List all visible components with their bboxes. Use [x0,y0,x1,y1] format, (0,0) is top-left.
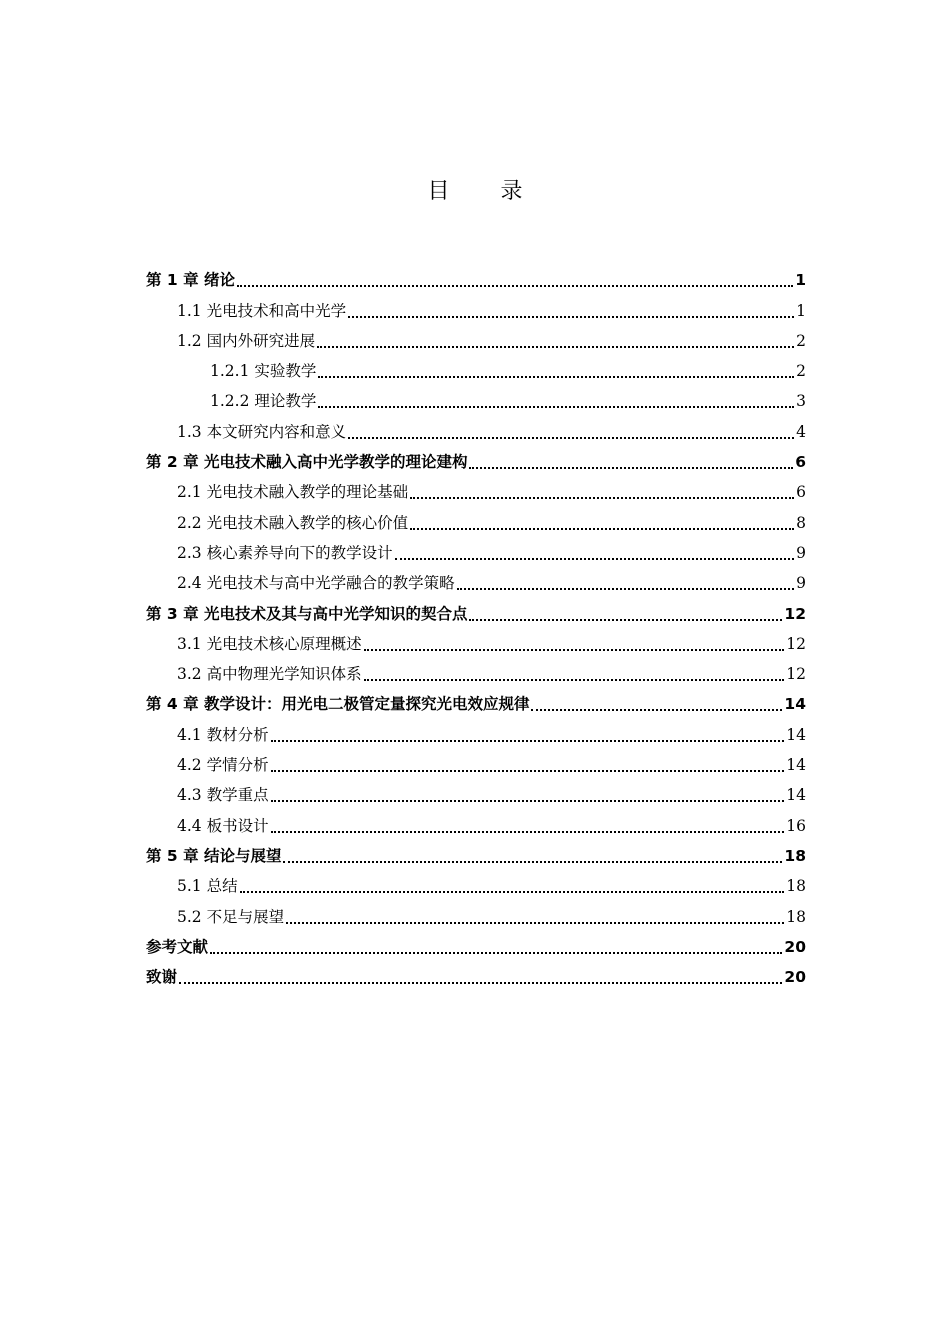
toc-entry[interactable] [146,324,806,354]
dot-leader [240,890,785,893]
toc-entry[interactable] [146,748,806,778]
toc-entry[interactable] [146,869,806,899]
toc-entry-page: 6 [796,483,806,502]
toc-entry[interactable] [146,960,806,990]
toc-entry-label: 致谢 [146,968,178,987]
toc-entry[interactable] [146,930,806,960]
toc-entry-page: 12 [784,604,806,623]
dot-leader [348,315,794,318]
toc-entry[interactable] [146,778,806,808]
toc-entry[interactable] [146,354,806,384]
dot-leader [271,769,785,772]
toc-entry-label: 5.1 总结 [177,877,238,896]
toc-entry-label: 1.1 光电技术和高中光学 [177,301,347,320]
toc-entry-label: 4.1 教材分析 [177,725,269,744]
toc-entry-label: 2.4 光电技术与高中光学融合的教学策略 [177,574,455,593]
toc-entry[interactable] [146,384,806,414]
toc-entry-page: 9 [796,574,806,593]
toc-entry-label: 1.2 国内外研究进展 [177,331,316,350]
toc-entry[interactable] [146,717,806,747]
toc-entry-page: 18 [786,877,806,896]
dot-leader [410,527,794,530]
toc-entry-label: 4.4 板书设计 [177,816,269,835]
toc-entry-page: 20 [784,937,806,956]
dot-leader [237,284,793,287]
toc-entry-page: 8 [796,513,806,532]
toc-entry-page: 12 [786,665,806,684]
toc-entry[interactable] [146,263,806,293]
dot-leader [469,618,782,621]
toc-entry[interactable] [146,808,806,838]
toc-entry[interactable] [146,536,806,566]
toc-entry-page: 20 [784,968,806,987]
toc-entry-label: 2.2 光电技术融入教学的核心价值 [177,513,409,532]
toc-entry-label: 第 5 章 结论与展望 [146,846,282,865]
dot-leader [210,951,782,954]
dot-leader [318,405,794,408]
toc-entry[interactable] [146,899,806,929]
dot-leader [364,678,785,681]
toc-entry-label: 参考文献 [146,937,209,956]
toc-entry[interactable] [146,475,806,505]
toc-entry[interactable] [146,657,806,687]
toc-entry-page: 2 [796,362,806,381]
toc-entry-page: 6 [795,453,806,472]
toc-entry-label: 第 3 章 光电技术及其与高中光学知识的契合点 [146,604,468,623]
dot-leader [318,375,794,378]
toc-entry-page: 14 [786,756,806,775]
toc-entry[interactable] [146,414,806,444]
toc-entry[interactable] [146,627,806,657]
toc-entry[interactable] [146,566,806,596]
dot-leader [469,466,793,469]
toc-entry-label: 1.2.1 实验教学 [210,362,317,381]
toc-entry-page: 18 [786,907,806,926]
toc-entry-page: 1 [795,271,806,290]
toc-entry-label: 第 2 章 光电技术融入高中光学教学的理论建构 [146,453,468,472]
toc-entry-label: 1.3 本文研究内容和意义 [177,422,347,441]
toc-entry[interactable] [146,445,806,475]
dot-leader [364,648,785,651]
toc-entry-label: 第 1 章 绪论 [146,271,235,290]
toc-entry-page: 16 [786,816,806,835]
toc-entry[interactable] [146,687,806,717]
dot-leader [457,587,795,590]
toc-entry-label: 2.1 光电技术融入教学的理论基础 [177,483,409,502]
dot-leader [348,436,794,439]
dot-leader [410,496,794,499]
toc-entry-label: 2.3 核心素养导向下的教学设计 [177,543,393,562]
toc-entry-page: 14 [786,725,806,744]
page-title: 目 录 [427,179,545,204]
dot-leader [271,739,785,742]
toc-entry[interactable] [146,596,806,626]
toc-entry-page: 4 [796,422,806,441]
toc-entry-page: 9 [796,543,806,562]
dot-leader [271,830,785,833]
toc-entry[interactable] [146,505,806,535]
toc-entry-label: 1.2.2 理论教学 [210,392,317,411]
table-of-contents [146,263,806,990]
toc-entry-page: 18 [784,846,806,865]
toc-entry-label: 5.2 不足与展望 [177,907,285,926]
toc-entry-label: 4.3 教学重点 [177,786,269,805]
dot-leader [271,799,785,802]
dot-leader [179,981,782,984]
toc-entry-label: 3.2 高中物理光学知识体系 [177,665,362,684]
toc-entry-page: 14 [784,695,806,714]
toc-entry-page: 3 [796,392,806,411]
toc-entry[interactable] [146,293,806,323]
dot-leader [286,921,784,924]
toc-entry-page: 12 [786,634,806,653]
toc-entry-page: 14 [786,786,806,805]
toc-entry-label: 4.2 学情分析 [177,756,269,775]
dot-leader [283,860,782,863]
toc-entry-label: 第 4 章 教学设计：用光电二极管定量探究光电效应规律 [146,695,530,714]
dot-leader [395,557,795,560]
dot-leader [317,345,794,348]
toc-entry-page: 1 [796,301,806,320]
toc-entry-page: 2 [796,331,806,350]
toc-entry-label: 3.1 光电技术核心原理概述 [177,634,362,653]
dot-leader [531,708,782,711]
toc-entry[interactable] [146,839,806,869]
